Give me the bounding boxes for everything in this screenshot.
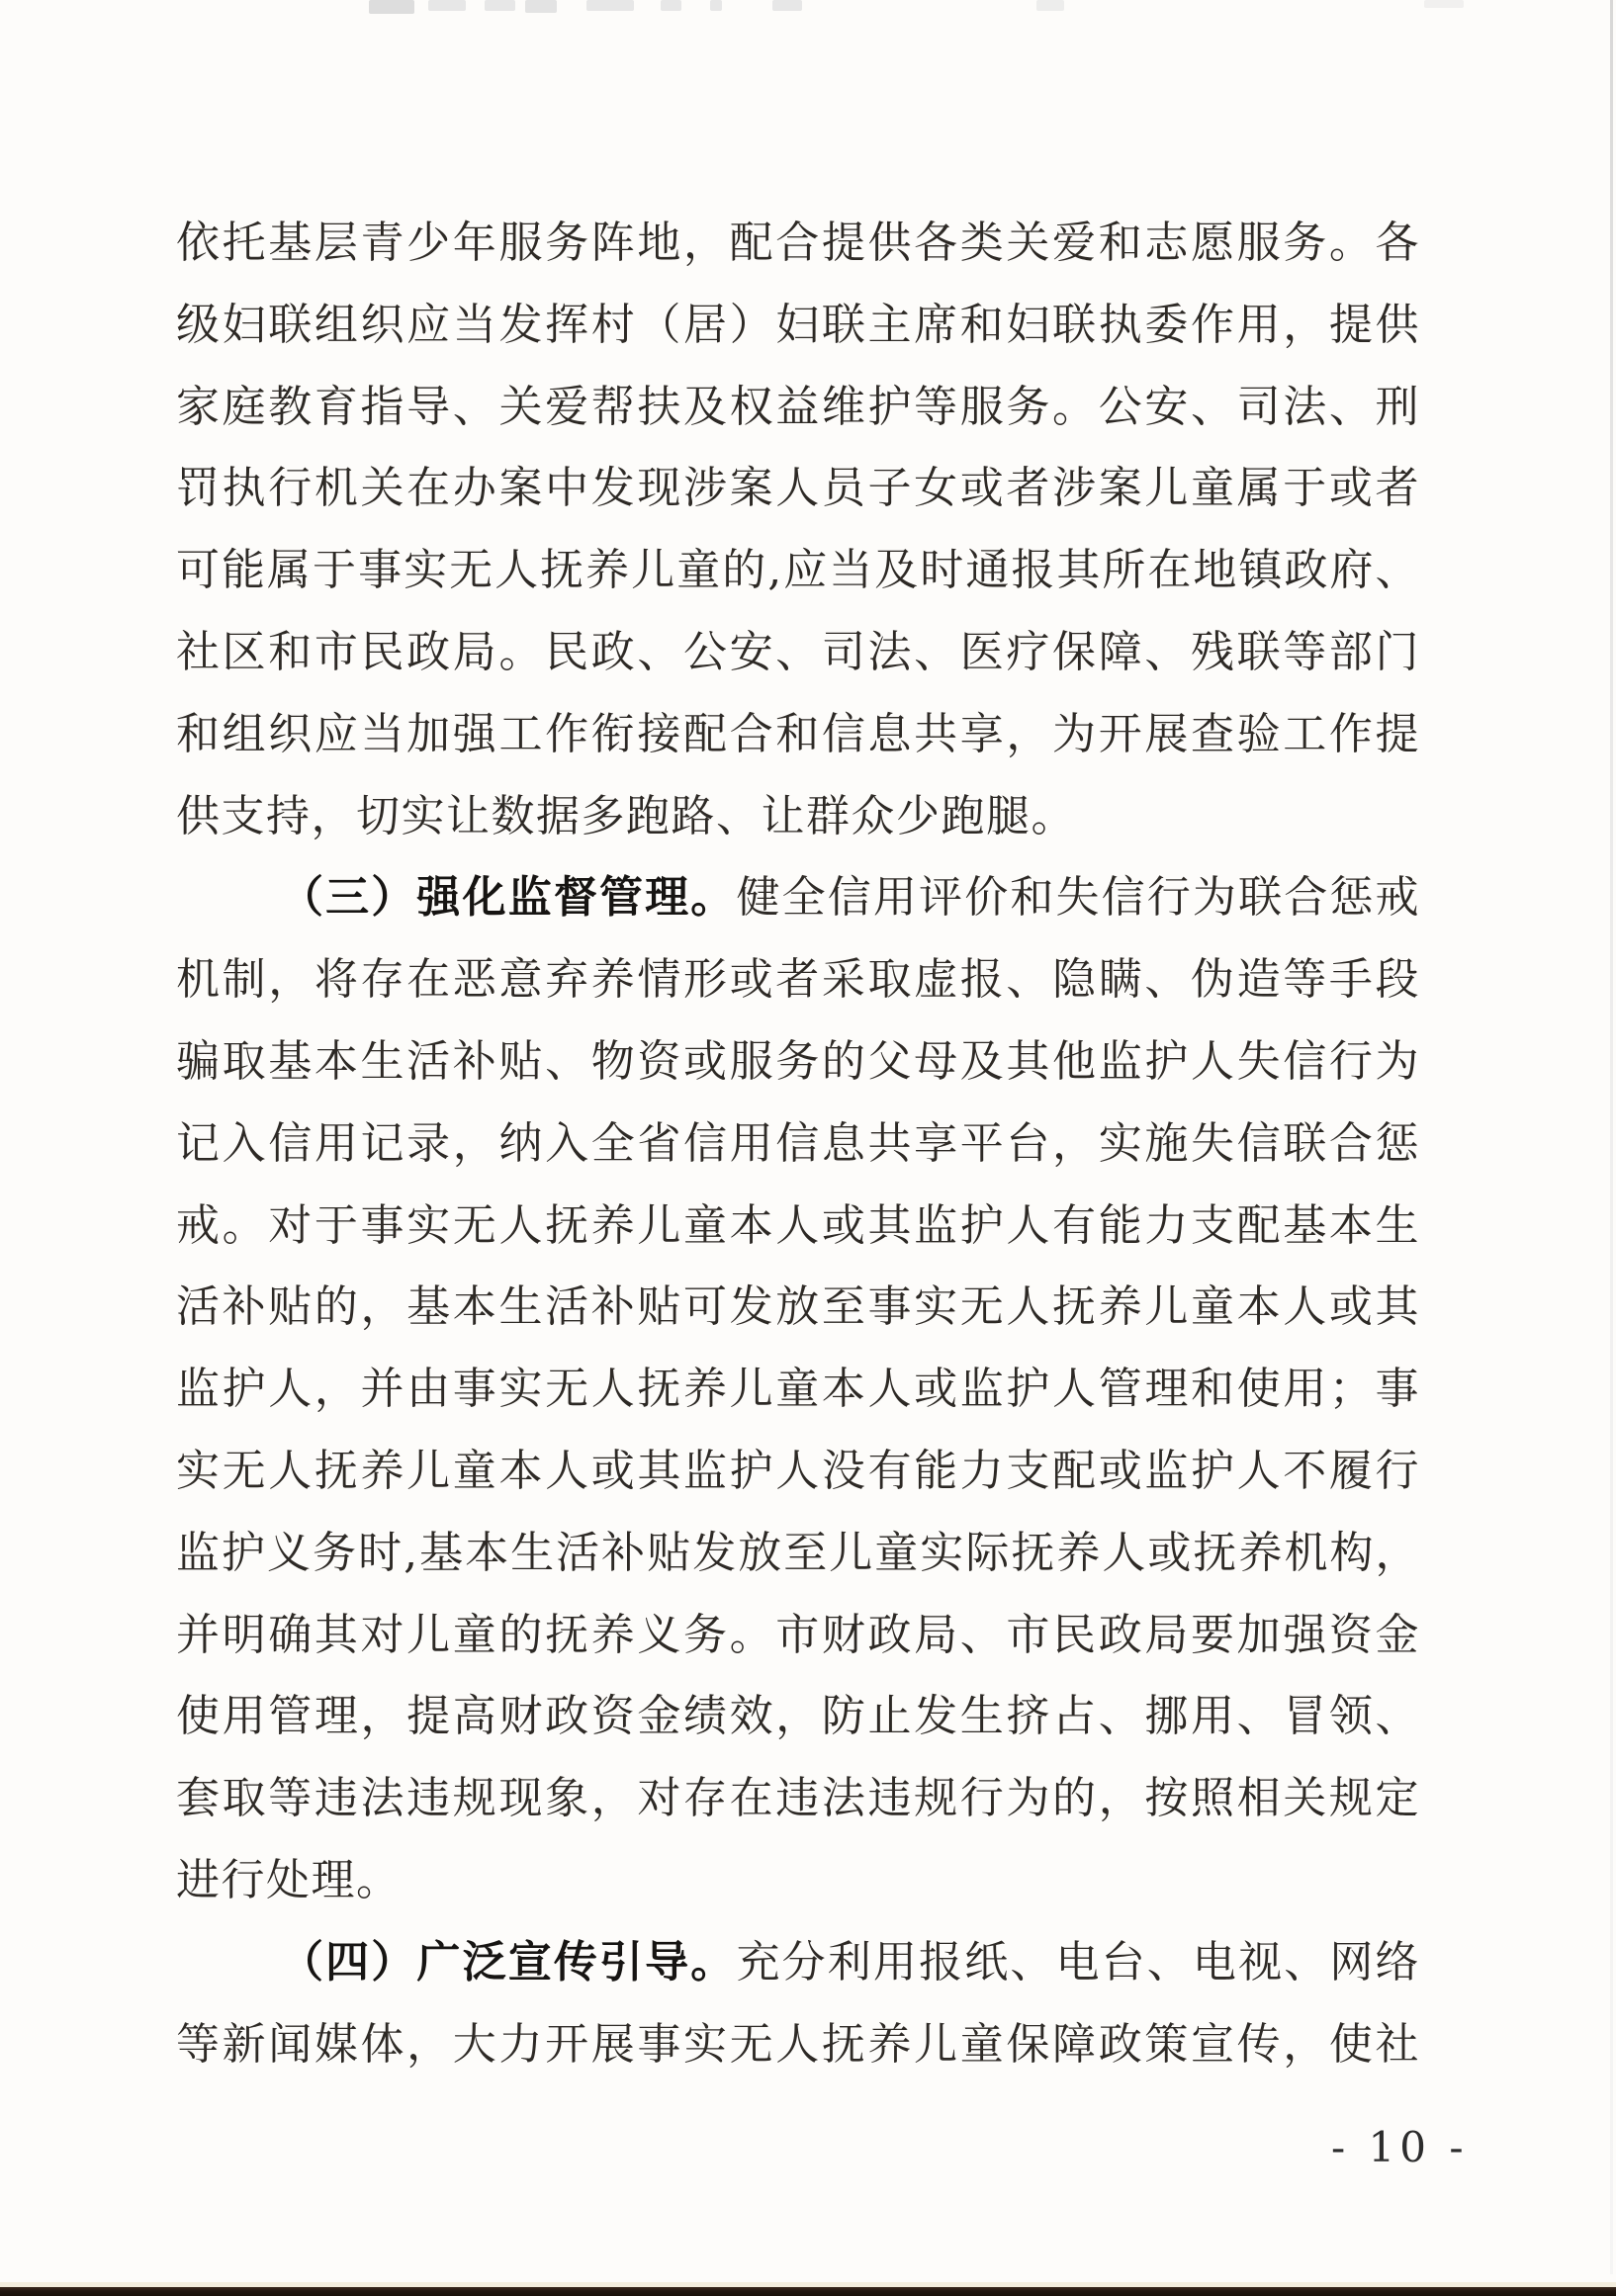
line-text: 健全信用评价和失信行为联合惩戒 <box>736 872 1420 924</box>
text-line <box>176 1595 1420 1677</box>
line-text: 骗取基本生活补贴、物资或服务的父母及其他监护人失信行为 <box>176 1035 1420 1087</box>
text-line <box>176 285 1420 367</box>
scan-artifact <box>710 0 722 11</box>
text-line <box>176 1758 1420 1840</box>
scan-artifact <box>1424 0 1464 8</box>
line-text: 套取等违法违规现象，对存在违法违规行为的，按照相关规定 <box>176 1773 1420 1824</box>
line-text: 活补贴的，基本生活补贴可发放至事实无人抚养儿童本人或其 <box>176 1281 1420 1333</box>
text-line <box>176 939 1420 1021</box>
line-text: 等新闻媒体，大力开展事实无人抚养儿童保障政策宣传，使社 <box>176 2018 1420 2070</box>
line-text: 家庭教育指导、关爱帮扶及权益维护等服务。公安、司法、刑 <box>176 381 1420 432</box>
scan-artifact <box>525 0 557 13</box>
scan-artifact <box>1036 0 1064 11</box>
line-text: 充分利用报纸、电台、电视、网络 <box>736 1936 1420 1987</box>
scan-artifact <box>661 0 681 11</box>
line-text: 级妇联组织应当发挥村（居）妇联主席和妇联执委作用，提供 <box>176 299 1420 350</box>
line-text: 戒。对于事实无人抚养儿童本人或其监护人有能力支配基本生 <box>176 1199 1420 1251</box>
text-line <box>176 1431 1420 1513</box>
line-text: 可能属于事实无人抚养儿童的,应当及时通报其所在地镇政府、 <box>176 545 1420 596</box>
text-line <box>176 1021 1420 1104</box>
section-heading-bold-text: （三）强化监督管理。 <box>280 872 737 924</box>
text-line <box>176 1513 1420 1595</box>
scan-edge-right <box>1610 0 1613 2274</box>
text-line <box>176 1676 1420 1758</box>
text-line <box>176 367 1420 449</box>
scan-artifact <box>586 0 634 11</box>
line-text: 机制，将存在恶意弃养情形或者采取虚报、隐瞒、伪造等手段 <box>176 954 1420 1006</box>
line-text: 进行处理。 <box>176 1854 402 1905</box>
line-text: 罚执行机关在办案中发现涉案人员子女或者涉案儿童属于或者 <box>176 463 1420 514</box>
text-line <box>176 1267 1420 1349</box>
text-line <box>176 612 1420 694</box>
scan-artifact <box>772 0 802 11</box>
scan-artifact <box>369 0 414 14</box>
text-line <box>176 1104 1420 1186</box>
line-text: 供支持，切实让数据多跑路、让群众少跑腿。 <box>176 790 1076 841</box>
text-line-section-4-heading <box>176 1922 1420 2004</box>
line-text: 社区和市民政局。民政、公安、司法、医疗保障、残联等部门 <box>176 626 1420 677</box>
scan-edge-bottom <box>0 2287 1616 2296</box>
section-heading-bold-text: （四）广泛宣传引导。 <box>280 1936 737 1987</box>
line-text: 和组织应当加强工作衔接配合和信息共享，为开展查验工作提 <box>176 708 1420 759</box>
line-text: 记入信用记录，纳入全省信用信息共享平台，实施失信联合惩 <box>176 1117 1420 1169</box>
line-text: 实无人抚养儿童本人或其监护人没有能力支配或监护人不履行 <box>176 1445 1420 1496</box>
text-line <box>176 530 1420 612</box>
text-line <box>176 448 1420 530</box>
page-number: - 10 - <box>1331 2123 1469 2171</box>
scan-artifact <box>485 0 515 11</box>
text-line <box>176 2004 1420 2086</box>
text-line <box>176 1840 1420 1922</box>
line-text: 监护义务时,基本生活补贴发放至儿童实际抚养人或抚养机构， <box>176 1527 1420 1578</box>
text-line <box>176 694 1420 776</box>
line-text: 依托基层青少年服务阵地，配合提供各类关爱和志愿服务。各 <box>176 218 1420 268</box>
text-line <box>176 203 1420 285</box>
scan-artifact <box>428 0 466 11</box>
document-body <box>176 203 1420 2085</box>
line-text: 使用管理，提高财政资金绩效，防止发生挤占、挪用、冒领、 <box>176 1691 1420 1742</box>
text-line <box>176 1186 1420 1268</box>
text-line-section-3-heading <box>176 857 1420 939</box>
line-text: 并明确其对儿童的抚养义务。市财政局、市民政局要加强资金 <box>176 1609 1420 1660</box>
line-text: 监护人，并由事实无人抚养儿童本人或监护人管理和使用；事 <box>176 1364 1420 1415</box>
text-line <box>176 1349 1420 1431</box>
text-line <box>176 776 1420 858</box>
